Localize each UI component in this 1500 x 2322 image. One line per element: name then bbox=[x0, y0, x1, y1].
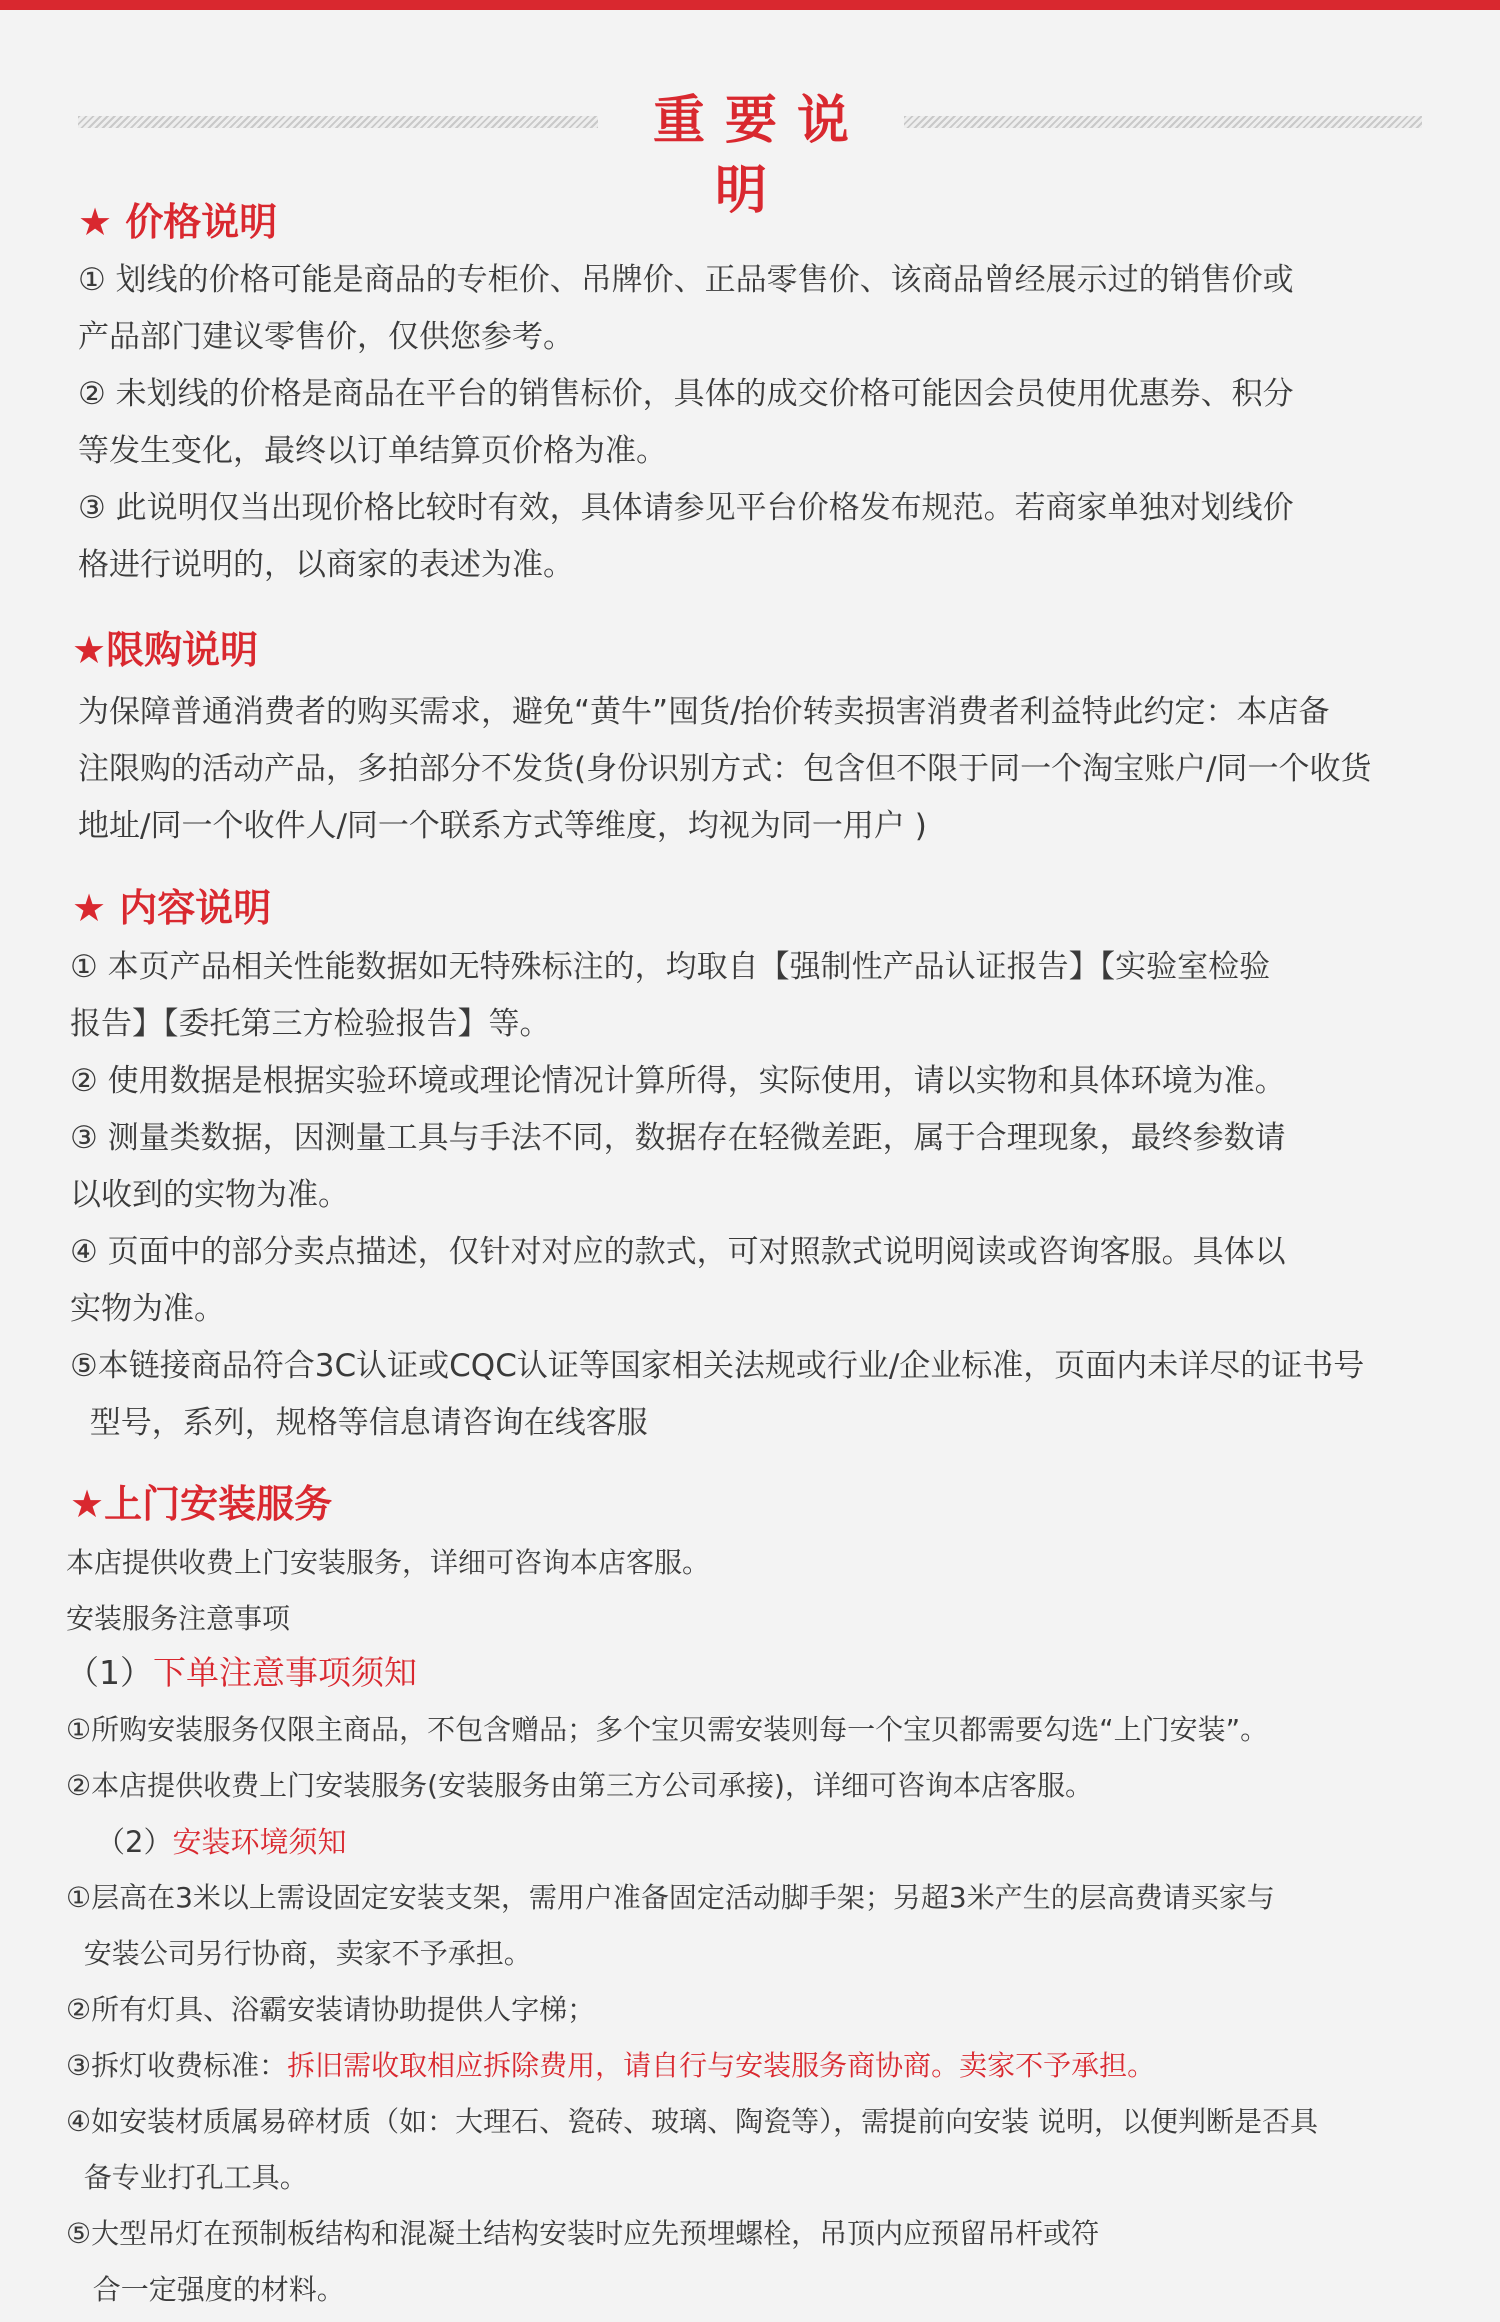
content-line: 实物为准。 bbox=[70, 1291, 225, 1327]
install-line: ②本店提供收费上门安装服务(安装服务由第三方公司承接)，详细可咨询本店客服。 bbox=[66, 1769, 1093, 1802]
limit-section-heading: ★限购说明 bbox=[72, 628, 259, 672]
install-sub2-title: 安装环境须知 bbox=[172, 1825, 347, 1859]
content-section-heading: ★ 内容说明 bbox=[72, 886, 272, 930]
install-sub1-heading bbox=[66, 1645, 417, 1701]
price-line: ③ 此说明仅当出现价格比较时有效，具体请参见平台价格发布规范。若商家单独对划线价 bbox=[78, 490, 1294, 526]
install-fee-line bbox=[66, 2038, 1155, 2094]
content-line: 型号，系列，规格等信息请咨询在线客服 bbox=[70, 1405, 648, 1441]
title-divider-left bbox=[78, 116, 598, 128]
limit-line: 地址/同一个收件人/同一个联系方式等维度，均视为同一用户 ) bbox=[78, 808, 927, 844]
install-section-heading: ★上门安装服务 bbox=[70, 1482, 333, 1526]
limit-line: 为保障普通消费者的购买需求，避免“黄牛”囤货/抬价转卖损害消费者利益特此约定：本店备 bbox=[78, 694, 1330, 730]
top-accent-bar bbox=[0, 0, 1500, 10]
price-section-heading: ★ 价格说明 bbox=[78, 200, 278, 244]
install-sub2-number: （2） bbox=[96, 1825, 173, 1859]
content-line: 以收到的实物为准。 bbox=[70, 1177, 349, 1213]
install-line: ⑤大型吊灯在预制板结构和混凝土结构安装时应先预埋螺栓，吊顶内应预留吊杆或符 bbox=[66, 2217, 1100, 2250]
install-line: 安装公司另行协商，卖家不予承担。 bbox=[66, 1937, 532, 1970]
limit-line: 注限购的活动产品，多拍部分不发货(身份识别方式：包含但不限于同一个淘宝账户/同一个收货 bbox=[78, 751, 1372, 787]
install-line: ②所有灯具、浴霸安装请协助提供人字梯； bbox=[66, 1993, 596, 2026]
price-line: ② 未划线的价格是商品在平台的销售标价，具体的成交价格可能因会员使用优惠券、积分 bbox=[78, 376, 1294, 412]
install-line: 备专业打孔工具。 bbox=[66, 2161, 308, 2194]
content-line: ③ 测量类数据，因测量工具与手法不同，数据存在轻微差距，属于合理现象，最终参数请 bbox=[70, 1120, 1286, 1156]
title-divider-right bbox=[904, 116, 1422, 128]
install-sub1-number: （1） bbox=[66, 1653, 153, 1692]
title-row bbox=[78, 86, 1422, 221]
price-line: ① 划线的价格可能是商品的专柜价、吊牌价、正品零售价、该商品曾经展示过的销售价或 bbox=[78, 262, 1294, 298]
install-line: ①所购安装服务仅限主商品，不包含赠品；多个宝贝需安装则每一个宝贝都需要勾选“上门安装”。 bbox=[66, 1713, 1269, 1746]
price-line: 等发生变化，最终以订单结算页价格为准。 bbox=[78, 433, 667, 469]
install-fee-prefix: ③拆灯收费标准： bbox=[66, 2049, 288, 2082]
install-line: ④如安装材质属易碎材质（如：大理石、瓷砖、玻璃、陶瓷等），需提前向安装 说明，以便判断是否具 bbox=[66, 2105, 1319, 2138]
content-line: ④ 页面中的部分卖点描述，仅针对对应的款式，可对照款式说明阅读或咨询客服。具体以 bbox=[70, 1234, 1286, 1270]
install-intro: 本店提供收费上门安装服务，详细可咨询本店客服。 bbox=[66, 1546, 711, 1579]
content-line: ① 本页产品相关性能数据如无特殊标注的，均取自【强制性产品认证报告】【实验室检验 bbox=[70, 949, 1271, 985]
content-line: ② 使用数据是根据实验环境或理论情况计算所得，实际使用，请以实物和具体环境为准。 bbox=[70, 1063, 1286, 1099]
price-line: 产品部门建议零售价，仅供您参考。 bbox=[78, 319, 574, 355]
install-fee-text: 拆旧需收取相应拆除费用，请自行与安装服务商协商。卖家不予承担。 bbox=[287, 2049, 1156, 2082]
install-line: 合一定强度的材料。 bbox=[66, 2273, 345, 2306]
content-line: ⑤本链接商品符合3C认证或CQC认证等国家相关法规或行业/企业标准，页面内未详尽的证书号 bbox=[70, 1348, 1365, 1384]
page-title: 重要说明 bbox=[652, 91, 869, 221]
content-line: 报告】【委托第三方检验报告】等。 bbox=[70, 1006, 551, 1042]
install-sub2-heading bbox=[96, 1814, 346, 1870]
price-line: 格进行说明的，以商家的表述为准。 bbox=[78, 547, 574, 583]
install-sub1-title: 下单注意事项须知 bbox=[153, 1653, 417, 1692]
install-notes-label: 安装服务注意事项 bbox=[66, 1602, 291, 1635]
install-line: ①层高在3米以上需设固定安装支架，需用户准备固定活动脚手架；另超3米产生的层高费请买家与 bbox=[66, 1881, 1275, 1914]
